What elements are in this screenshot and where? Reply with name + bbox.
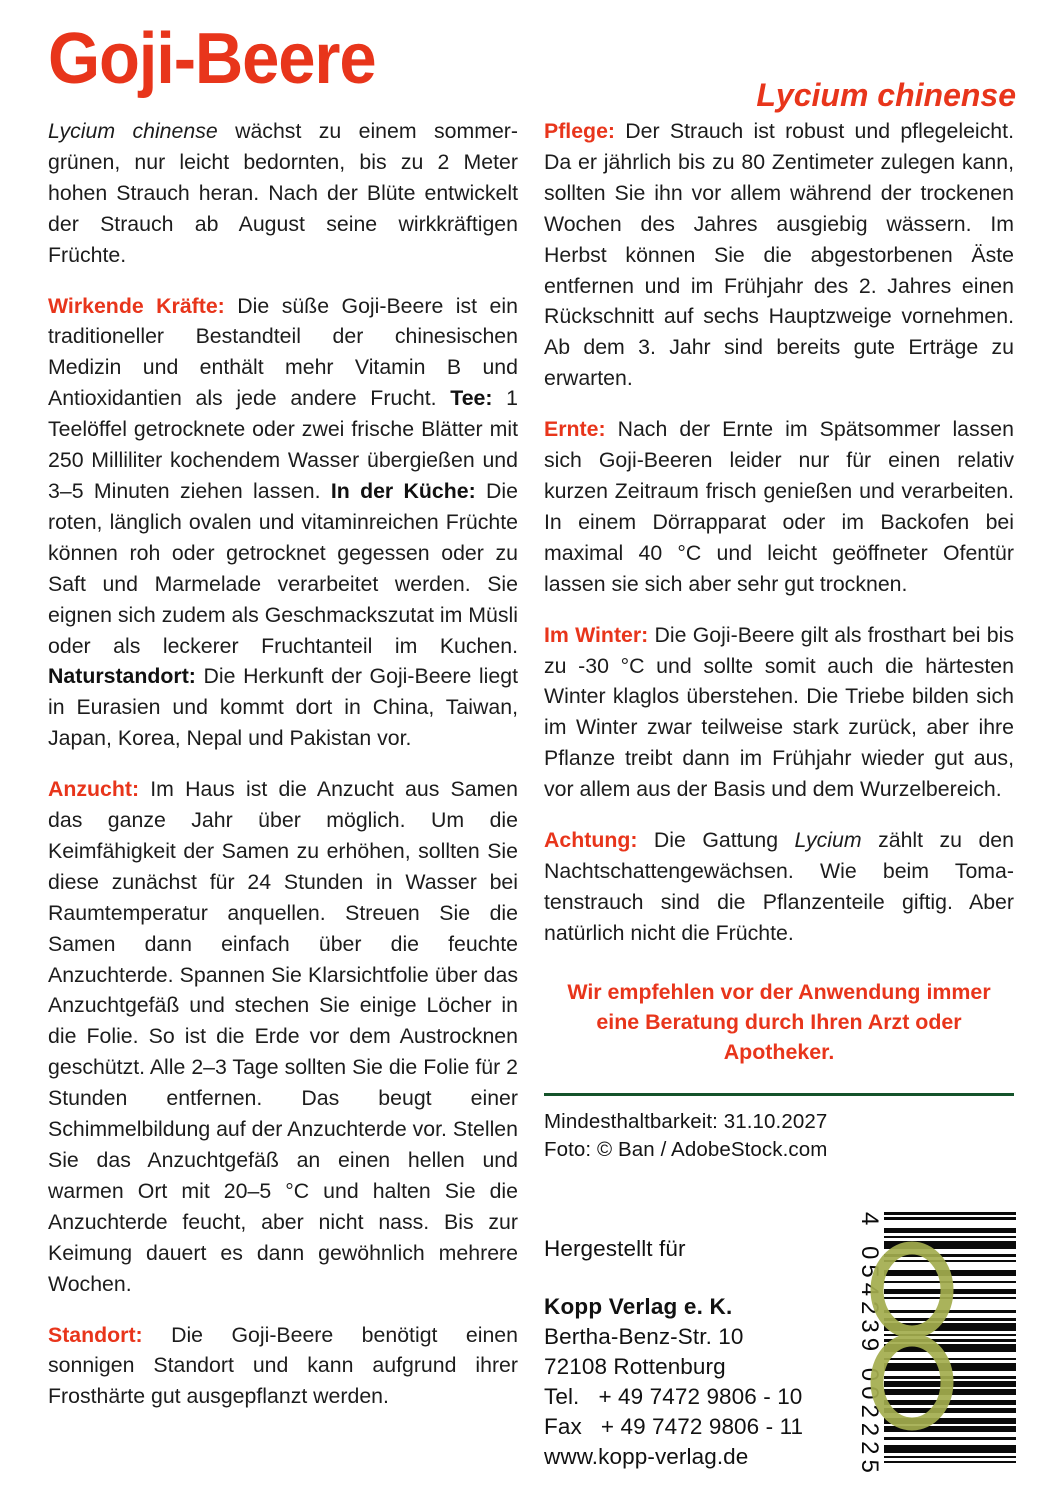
achtung-botanical-genus: Lycium — [794, 828, 862, 853]
barcode-bar — [884, 1460, 1016, 1463]
barcode-bar — [884, 1407, 1016, 1412]
paragraph-intro — [48, 116, 518, 271]
barcode-space — [884, 1299, 1016, 1310]
botanical-name: Lycium chinense — [756, 77, 1016, 113]
powers-text-2: 1 Teelöffel getrocknete oder zwei frische Blätter mit 250 Milliliter kochendem Wasser übergießen und 3–5 Minuten ziehen lassen. — [48, 386, 519, 503]
winter-text: Die Goji-Beere gilt als frosthart bei bis zu -30 °C und sollte somit auch die härtesten Winter klaglos überstehen. Die Triebe bilden sich im Winter zwar teilweise stark zurück, aber ihre Pflanze treibt dann im Frühjahr wieder gut aus, vor allem aus der Basis und dem Wurzelbereich. — [544, 622, 1014, 802]
barcode-bar — [884, 1418, 1016, 1423]
paragraph-im-winter — [544, 620, 1014, 805]
photo-credit: Foto: © Ban / AdobeStock.com — [544, 1137, 828, 1161]
paragraph-wirkende-kraefte — [48, 291, 518, 755]
page-header — [48, 19, 1016, 113]
ernte-text: Nach der Ernte im Spätsommer lassen sich Goji-Beeren leider nur für einen relativ kurzen Zeitraum frisch genießen und verarbeiten. In einem Dörrapparat oder im Backofen bei maximal 40 °C und leicht geöffneter Ofentür lassen sie sich aber sehr gut trocknen. — [544, 417, 1014, 596]
heading-naturstandort: Naturstandort: — [48, 664, 196, 689]
barcode-space — [884, 1352, 1016, 1357]
barcode-bar — [884, 1399, 1016, 1404]
green-divider — [544, 1093, 1014, 1096]
intro-text: wächst zu einem sommergrünen, nur leicht bedornten, bis zu 2 Meter hohen Strauch heran. Nach der Blüte entwickelt der Strauch ab August seine wirkkräftigen Früchte. — [48, 119, 518, 267]
paragraph-anzucht — [48, 774, 518, 1299]
powers-text-4: Die Herkunft der Goji-Beere liegt in Eurasien und kommt dort in China, Taiwan, Japan, Korea, Nepal und Pakistan vor. — [48, 664, 518, 751]
paragraph-standort — [48, 1320, 518, 1413]
publisher-fax: Fax + 49 7472 9806 - 11 — [544, 1414, 804, 1439]
made-for-label: Hergestellt für — [544, 1236, 686, 1261]
barcode-bar — [884, 1444, 1016, 1452]
barcode-digit-main: 054239 002225 — [856, 1245, 883, 1478]
powers-text-1: Die süße Goji-Beere ist ein traditioneller Bestandteil der chinesischen Medizin und enthält mehr Vitamin B und Antioxidantien als jede andere Frucht. — [48, 293, 518, 411]
paragraph-ernte — [544, 414, 1014, 599]
barcode-space — [884, 1439, 1016, 1444]
barcode-space — [884, 1431, 1016, 1436]
barcode-space — [884, 1249, 1016, 1254]
barcode-bar — [884, 1362, 1016, 1370]
barcode-digit-prefix: 4 — [856, 1211, 883, 1230]
barcode-bar — [884, 1288, 1016, 1293]
barcode-bar — [884, 1389, 1016, 1394]
heading-achtung: Achtung: — [544, 828, 638, 853]
barcode-bar — [884, 1241, 1016, 1249]
barcode-bar — [884, 1426, 1016, 1431]
heading-wirkende-kraefte: Wirkende Kräfte: — [48, 293, 225, 318]
barcode-space — [884, 1312, 1016, 1317]
left-column — [48, 116, 518, 1412]
publisher-company: Kopp Verlag e. K. — [544, 1294, 733, 1319]
achtung-text-2: zählt zu den Nachtschattengewächsen. Wie beim Tomatenstrauch sind die Pflanzenteile giftig. Aber natürlich nicht die Früchte. — [544, 828, 1014, 945]
barcode-space — [884, 1370, 1016, 1375]
barcode-space — [884, 1262, 1016, 1270]
barcode-space — [884, 1413, 1016, 1418]
barcode-bar — [884, 1270, 1016, 1275]
paragraph-pflege — [544, 116, 1014, 394]
publisher-block — [544, 1234, 844, 1472]
barcode-rotated-group — [850, 1211, 1016, 1478]
publisher-city: 72108 Rottenburg — [544, 1354, 726, 1379]
pflege-text: Der Strauch ist robust und pflegeleicht. Da er jährlich bis zu 80 Zentimeter zulegen kann, sollten Sie ihn vor allem während der trockenen Wochen des Jahres ausgiebig wässern. Im Herbst können Sie die abgestorbenen Äste entfernen und im Frühjahr des 2. Jahres einen Rückschnitt auf sechs Hauptzweige vornehmen. Ab dem 3. Jahr sind bereits gute Erträge zu erwarten. — [544, 119, 1014, 391]
standort-text: Die Goji-Beere benötigt einen sonnigen Standort und kann aufgrund ihrer Frosthärte gut ausgepflanzt werden. — [48, 1322, 518, 1409]
heading-ernte: Ernte: — [544, 417, 606, 442]
barcode-space — [884, 1275, 1016, 1280]
barcode-space — [884, 1219, 1016, 1227]
barcode-bar — [884, 1381, 1016, 1386]
page-title: Goji-Beere — [48, 19, 376, 99]
heading-standort: Standort: — [48, 1322, 143, 1347]
barcode-space — [884, 1394, 1016, 1399]
barcode-bar — [884, 1344, 1016, 1352]
heading-anzucht: Anzucht: — [48, 777, 140, 802]
right-column — [544, 116, 1014, 1164]
barcode-bar — [884, 1227, 1016, 1232]
powers-text-3: Die roten, länglich ovalen und vitaminreichen Früchte können roh oder getrocknet gegessen oder zu Saft und Marmelade verarbeitet werden. Sie eignen sich zudem als Geschmackszutat im Müsli oder als leckerer Fruchtanteil im Kuchen. — [48, 478, 518, 658]
heading-tee: Tee: — [450, 386, 493, 411]
anzucht-text: Im Haus ist die Anzucht aus Samen das ganze Jahr über möglich. Um die Keimfähigkeit der Samen zu erhöhen, sollten Sie diese zunächst für 24 Stunden in Wasser bei Raumtemperatur anquellen. Streuen Sie die Samen dann einfach über die feuchte Anzuchterde. Spannen Sie Klarsichtfolie über das Anzuchtgefäß und stechen Sie einige Löcher in die Folie. So ist die Erde vor dem Austrocknen geschützt. Alle 2–3 Tage sollten Sie die Folie für 2 Stunden entfernen. Das beugt einer Schimmelbildung auf der Anzuchterde vor. Stellen Sie das Anzuchtgefäß an einen hellen und warmen Ort mit 20–5 °C und halten Sie die Anzuchterde feucht, aber nicht nass. Bis zur Keimung dauert es dann gewöhnlich mehrere Wochen. — [48, 777, 518, 1296]
barcode-space — [884, 1283, 1016, 1288]
barcode-bar — [884, 1323, 1016, 1331]
intro-botanical-name: Lycium chinense — [48, 119, 218, 143]
publisher-phone: Tel. + 49 7472 9806 - 10 — [544, 1384, 803, 1409]
heading-im-winter: Im Winter: — [544, 622, 649, 647]
publisher-street: Bertha-Benz-Str. 10 — [544, 1324, 744, 1349]
advice-notice: Wir empfehlen vor der Anwendung immer eine Beratung durch Ihren Arzt oder Apotheker. — [567, 979, 991, 1064]
barcode-digits — [854, 1211, 884, 1478]
barcode — [848, 1210, 1018, 1478]
achtung-text-1: Die Gattung — [637, 828, 795, 853]
barcode-bars — [884, 1212, 1016, 1464]
paragraph-achtung — [544, 825, 1014, 949]
publisher-website: www.kopp-verlag.de — [544, 1444, 749, 1469]
best-before-date: Mindesthaltbarkeit: 31.10.2027 — [544, 1109, 828, 1133]
heading-pflege: Pflege: — [544, 119, 616, 143]
heading-in-der-kueche: In der Küche: — [330, 478, 476, 503]
